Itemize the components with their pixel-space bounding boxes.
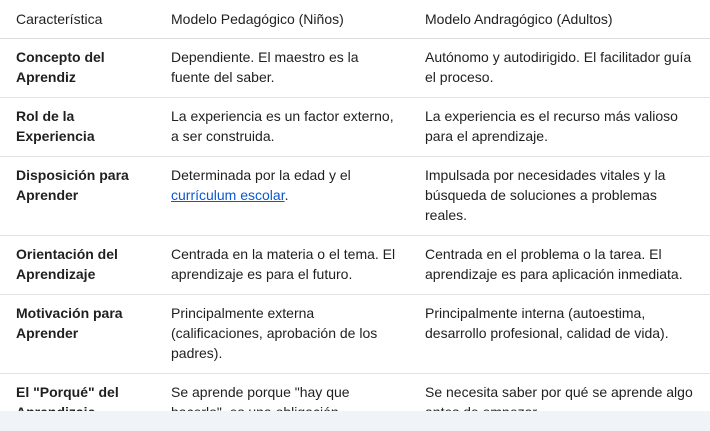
curriculum-link[interactable]: currículum escolar [171,187,285,203]
row-andragogic: Centrada en el problema o la tarea. El aprendizaje es para aplicación inmediata. [425,246,683,282]
row-andragogic: Se necesita saber por qué se aprende algo [425,384,693,400]
row-pedagogic [155,157,409,236]
row-feature: Motivación para Aprender [16,305,123,341]
pedagogic-text-prefix: Determinada por la edad y el [171,167,351,183]
row-feature: Orientación del Aprendizaje [16,246,118,282]
row-feature: Concepto del Aprendiz [16,49,105,85]
table-header [0,0,710,39]
table-footer-bar [0,411,710,431]
table-row [0,236,710,295]
pedagogic-text-suffix: . [284,187,289,203]
row-pedagogic: Principalmente externa (calificaciones, aprobación de los padres). [171,305,378,361]
row-andragogic: Autónomo y autodirigido. El facilitador guía el proceso. [425,49,692,85]
header-row [0,0,710,39]
table-row [0,157,710,236]
row-feature: Disposición para Aprender [16,167,129,203]
table-row [0,98,710,157]
row-pedagogic: Se aprende porque "hay que [171,384,350,400]
header-characteristic: Característica [16,11,103,27]
header-andragogic-model: Modelo Andragógico (Adultos) [425,11,613,27]
row-pedagogic: La experiencia es un factor externo, a ser construida. [171,108,394,144]
table-row [0,295,710,374]
row-feature: Rol de la Experiencia [16,108,95,144]
row-andragogic: Impulsada por necesidades vitales y la búsqueda de soluciones a problemas reales. [425,167,666,223]
row-pedagogic: Centrada en la materia o el tema. El aprendizaje es para el futuro. [171,246,396,282]
row-pedagogic: Dependiente. El maestro es la fuente del saber. [171,49,359,85]
table-body [0,39,710,431]
row-andragogic: La experiencia es el recurso más valioso para el aprendizaje. [425,108,678,144]
table-row [0,39,710,98]
row-andragogic: Principalmente interna (autoestima, desarrollo profesional, calidad de vida). [425,305,669,341]
header-pedagogic-model: Modelo Pedagógico (Niños) [171,11,344,27]
row-feature: El "Porqué" del [16,384,119,400]
